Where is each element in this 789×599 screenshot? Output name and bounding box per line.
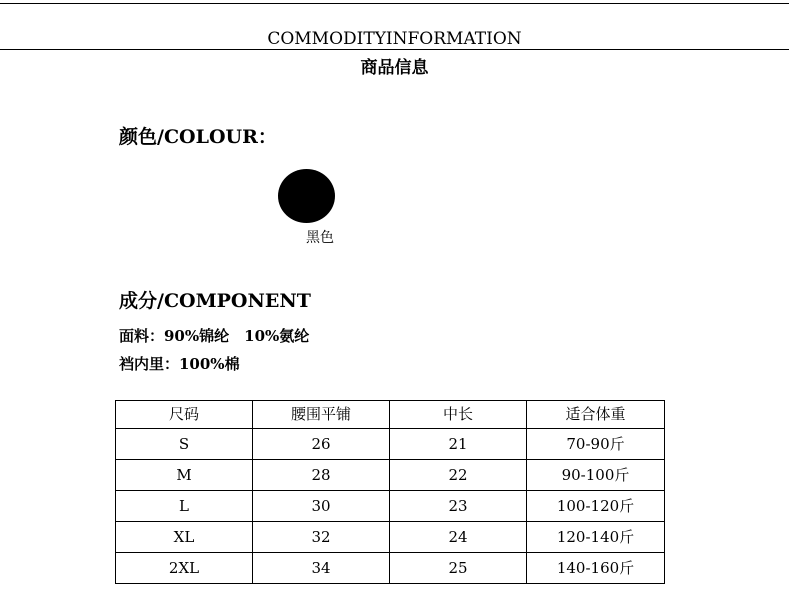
header-divider <box>0 49 789 50</box>
lining-composition: 裆内里：100%棉 <box>119 355 240 373</box>
top-divider <box>0 3 789 4</box>
table-row <box>116 429 665 460</box>
cell-waist: 30 <box>253 491 390 522</box>
header-size: 尺码 <box>116 401 253 429</box>
title-chinese: 商品信息 <box>360 58 429 78</box>
cell-length: 21 <box>390 429 527 460</box>
color-swatch-black <box>278 169 335 223</box>
cell-size: L <box>116 491 253 522</box>
cell-size: XL <box>116 522 253 553</box>
header-length: 中长 <box>390 401 527 429</box>
size-table <box>115 400 665 584</box>
cell-waist: 26 <box>253 429 390 460</box>
cell-waist: 28 <box>253 460 390 491</box>
cell-length: 25 <box>390 553 527 584</box>
colour-heading: 颜色/COLOUR： <box>119 126 277 148</box>
table-row <box>116 553 665 584</box>
header-waist: 腰围平铺 <box>253 401 390 429</box>
color-swatch-label: 黑色 <box>306 230 334 246</box>
cell-size: S <box>116 429 253 460</box>
table-row <box>116 522 665 553</box>
cell-waist: 34 <box>253 553 390 584</box>
cell-weight: 140-160斤 <box>527 553 665 584</box>
cell-length: 23 <box>390 491 527 522</box>
header-weight: 适合体重 <box>527 401 665 429</box>
cell-size: 2XL <box>116 553 253 584</box>
cell-weight: 100-120斤 <box>527 491 665 522</box>
component-heading: 成分/COMPONENT <box>119 290 311 312</box>
title-english: COMMODITYINFORMATION <box>267 29 522 49</box>
cell-length: 24 <box>390 522 527 553</box>
table-row <box>116 460 665 491</box>
cell-weight: 120-140斤 <box>527 522 665 553</box>
cell-weight: 70-90斤 <box>527 429 665 460</box>
fabric-composition: 面料：90%锦纶 10%氨纶 <box>119 327 310 345</box>
cell-size: M <box>116 460 253 491</box>
size-table-header-row <box>116 401 665 429</box>
table-row <box>116 491 665 522</box>
cell-length: 22 <box>390 460 527 491</box>
cell-weight: 90-100斤 <box>527 460 665 491</box>
cell-waist: 32 <box>253 522 390 553</box>
